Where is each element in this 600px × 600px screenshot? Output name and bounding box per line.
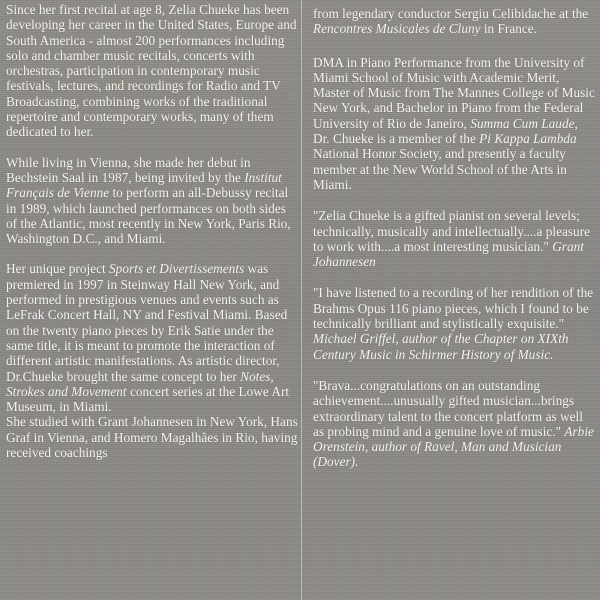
text-span: Her unique project — [6, 261, 110, 277]
italic-honor: Summa Cum Laude — [470, 115, 575, 131]
text-span: While living in Vienna, she made her debut in Bechstein Saal in 1987, being invited by the — [6, 154, 251, 185]
bio-paragraph-sports-project — [6, 261, 298, 414]
quote-text: "Zelia Chueke is a gifted pianist on several levels; technically, musically and intellectually....a pleasure to work with....a most interesting musician." — [313, 208, 591, 254]
column-divider — [301, 0, 302, 600]
text-span: from legendary conductor Sergiu Celibidache at the — [313, 6, 589, 21]
quote-attribution: Arbie Orenstein, author of Ravel, Man and Musician (Dover). — [313, 423, 594, 470]
quote-griffel — [313, 285, 596, 361]
text-span: was premiered in 1997 in Steinway Hall New York, and performed in prestigious venues and events such as LeFrak Concert Hall, NY and Festival Miami. Based on the twenty piano pieces by Erik Satie under the same title, it is meant to promote the interaction of different artistic manifestations. As artistic director, Dr.Chueke brought the same concept to her — [6, 261, 288, 384]
quote-orenstein — [313, 378, 596, 470]
left-column — [6, 0, 298, 460]
quote-attribution: Grant Johannesen — [313, 238, 584, 270]
bio-paragraph-early-career: Since her first recital at age 8, Zelia Chueke has been developing her career in the United States, Europe and South America - almost 200 performances including solo and chamber music recitals, concerts with orchestras, participation in contemporary music festivals, lectures, and recordings for Radio and TV Broadcasting, combining works of the traditional repertoire and contemporary works, many of them dedicated to her. — [6, 2, 297, 140]
italic-series-title: Notes, Strokes and Movement — [6, 368, 274, 399]
italic-project-title: Sports et Divertissements — [109, 261, 245, 277]
quote-johannesen — [313, 208, 596, 269]
italic-festival-name: Rencontres Musicales de Cluny — [313, 21, 481, 37]
bio-paragraph-coachings-cont — [313, 6, 596, 37]
italic-society-name: Pi Kappa Lambda — [479, 131, 577, 147]
text-span: to perform an all-Debussy recital in 1989, which launched performances on both sides of the Atlantic, most recently in New York, Paris Rio, Washington D.C., and Miami. — [6, 185, 291, 247]
bio-paragraph-education — [313, 55, 596, 193]
text-span: , Dr. Chueke is a member of the — [313, 115, 578, 147]
italic-institut-name: Institut Français de Vienne — [6, 169, 282, 201]
text-span: DMA in Piano Performance from the University of Miami School of Music with Academic Merit, Master of Music from The Mannes College of Music New York, and Bachelor in Piano from the Federal University of Rio de Janeiro, — [313, 54, 595, 131]
bio-paragraph-vienna — [6, 155, 298, 247]
quote-text: "Brava...congratulations on an outstanding achievement....unusually gifted musician...brings extraordinary talent to the concert platform as well as probing mind and a genuine love of music." — [313, 377, 583, 439]
quote-text: "I have listened to a recording of her rendition of the Brahms Opus 116 piano pieces, which I found to be technically brilliant and stylistically exquisite." — [313, 285, 594, 332]
bio-paragraph-studies: She studied with Grant Johannesen in New York, Hans Graf in Vienna, and Homero Magalhães in Rio, having received coachings — [6, 414, 298, 461]
text-span: concert series at the Lowe Art Museum, in Miami. — [6, 383, 290, 415]
quote-attribution: Michael Griffel, author of the Chapter on XIXth Century Music in Schirmer History of Music. — [313, 331, 569, 362]
right-column — [313, 0, 596, 470]
text-span: National Honor Society, and presently a faculty member at the New World School of the Arts in Miami. — [313, 146, 567, 192]
text-span: in France. — [480, 21, 538, 37]
